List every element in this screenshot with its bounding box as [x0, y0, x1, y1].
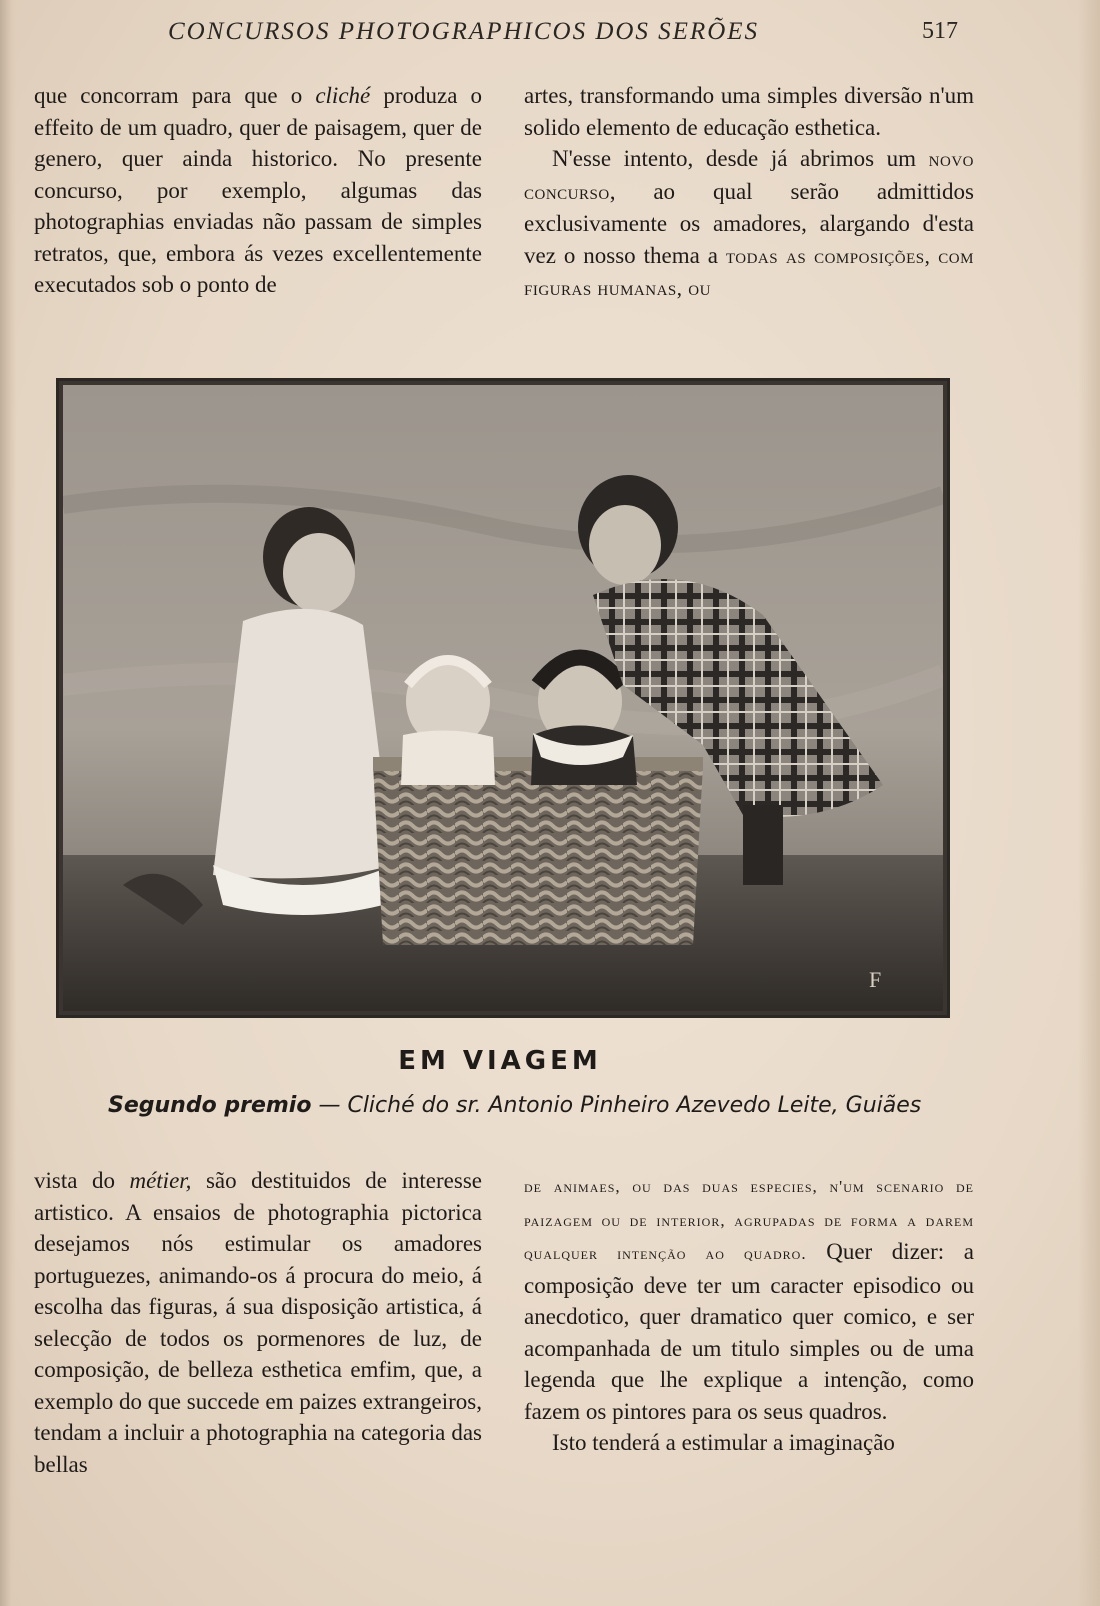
text-column-top-left — [34, 80, 482, 301]
paragraph — [524, 143, 974, 305]
page-binding-edge — [0, 0, 16, 1606]
text-run: , ao qual serão admittidos exclusivamente os amadores, alargando d'esta vez o nosso thema a — [524, 178, 974, 268]
text-run: Quer dizer: a composição deve ter um caracter episodico ou anecdotico, quer dramatico quer comico, e ser acompanhada de um titulo simples ou de uma legenda que lhe explique a intenção, como fazem os pintores para os seus quadros. — [524, 1239, 974, 1424]
text-run: que concorram para que o — [34, 83, 316, 108]
photograph-frame — [56, 378, 950, 1018]
page-number: 517 — [922, 18, 958, 44]
text-run: N'esse intento, desde já abrimos um — [552, 146, 929, 171]
text-column-top-right — [524, 80, 974, 305]
text-run: produza o effeito de um quadro, quer de paisagem, quer de genero, quer ainda historico. No presente concurso, por exemplo, algumas das photographias enviadas não passam de simples retratos, que, embora ás vezes excellentemente executados sob o ponto de — [34, 83, 483, 297]
italic-word: cliché — [315, 83, 371, 108]
paragraph — [34, 80, 482, 301]
page-right-edge — [1078, 0, 1100, 1606]
small-caps-run: de animaes, ou das duas especies, n'um scenario de paizagem ou de interior, agrupadas de forma a darem qualquer intenção ao quadro. — [524, 1177, 974, 1263]
text-column-bottom-right — [524, 1169, 974, 1459]
text-run: vista do — [34, 1168, 130, 1193]
page-header — [168, 18, 958, 58]
credit-text: — Cliché do sr. Antonio Pinheiro Azevedo Leite, Guiães — [311, 1093, 922, 1118]
small-caps-run: novo concurso — [524, 147, 974, 204]
italic-word: métier, — [129, 1168, 192, 1193]
paragraph: artes, transformando uma simples diversão n'um solido elemento de educação esthetica. — [524, 83, 974, 140]
photograph-children-in-basket — [63, 385, 943, 1011]
paragraph — [524, 1169, 974, 1427]
prize-label: Segundo premio — [108, 1093, 312, 1118]
text-column-bottom-left — [34, 1165, 482, 1480]
photograph-monogram: F — [869, 967, 882, 992]
photo-caption-title: EM VIAGEM — [398, 1046, 602, 1076]
photo-caption-credit — [108, 1093, 922, 1118]
paragraph: Isto tenderá a estimular a imaginação — [552, 1430, 895, 1455]
small-caps-run: todas as composições, com figuras humanas, ou — [524, 243, 974, 300]
paragraph — [34, 1165, 482, 1480]
text-run: são destituidos de interesse artistico. A ensaios de photographia pictorica desejamos nós estimular os amadores portuguezes, animando-os á procura do meio, á escolha das figuras, á sua disposição artistica, á selecção de todos os pormenores de luz, de composição, de belleza esthetica emfim, que, a exemplo do que succede em paizes extrangeiros, tendam a incluir a photographia na categoria das bellas — [34, 1168, 482, 1477]
running-title: CONCURSOS PHOTOGRAPHICOS DOS SERÕES — [168, 18, 760, 45]
